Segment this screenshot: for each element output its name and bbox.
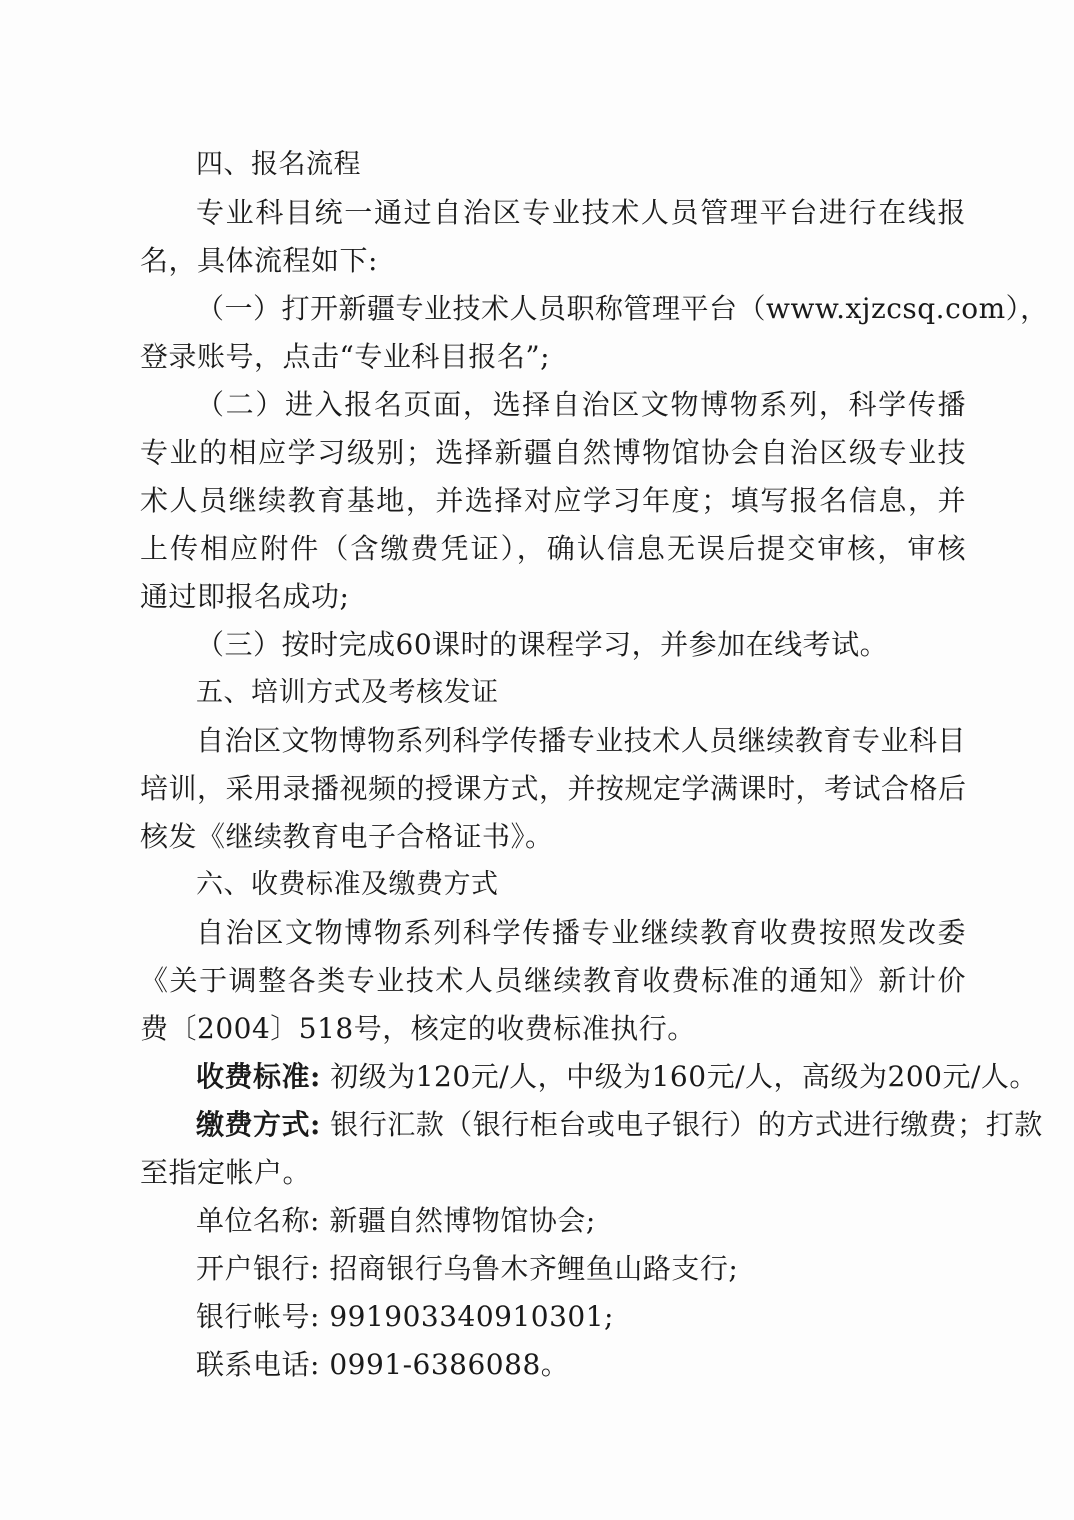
paragraph-line: 至指定帐户。 xyxy=(140,1156,312,1189)
paragraph-line: 登录账号，点击“专业科目报名”; xyxy=(140,340,551,373)
paragraph-line: 《关于调整各类专业技术人员继续教育收费标准的通知》新计价 xyxy=(140,964,966,997)
fee-standard-label: 收费标准: xyxy=(196,1060,321,1093)
document-body xyxy=(140,141,1049,1389)
paragraph-line: 培训，采用录播视频的授课方式，并按规定学满课时，考试合格后 xyxy=(140,772,967,805)
fee-standard-text: 初级为120元/人，中级为160元/人，高级为200元/人。 xyxy=(320,1060,1038,1093)
paragraph-line: 核发《继续教育电子合格证书》。 xyxy=(140,820,554,853)
paragraph-line: 专业科目统一通过自治区专业技术人员管理平台进行在线报 xyxy=(196,196,966,229)
paragraph-line: （三）按时完成60课时的课程学习，并参加在线考试。 xyxy=(196,628,889,661)
paragraph-line: （二）进入报名页面，选择自治区文物博物系列，科学传播 xyxy=(196,388,966,421)
account-line: 银行帐号: 991903340910301; xyxy=(196,1300,614,1333)
paragraph-line: 费〔2004〕518号，核定的收费标准执行。 xyxy=(140,1012,696,1045)
paragraph-line: （一）打开新疆专业技术人员职称管理平台（www.xjzcsq.com）， xyxy=(196,292,1049,325)
paragraph-line: 专业的相应学习级别；选择新疆自然博物馆协会自治区级专业技 xyxy=(140,436,966,469)
payment-method-line xyxy=(140,1101,1043,1149)
paragraph-line: 术人员继续教育基地，并选择对应学习年度；填写报名信息，并 xyxy=(140,484,966,517)
unit-name-line: 单位名称: 新疆自然博物馆协会; xyxy=(196,1204,596,1237)
paragraph-line: 通过即报名成功; xyxy=(140,580,350,613)
section-heading-registration: 四、报名流程 xyxy=(196,149,361,180)
paragraph-line: 自治区文物博物系列科学传播专业技术人员继续教育专业科目 xyxy=(196,724,966,757)
paragraph-line: 名，具体流程如下: xyxy=(140,244,378,277)
payment-method-label: 缴费方式: xyxy=(196,1108,321,1141)
fee-standard-line xyxy=(140,1053,1038,1101)
phone-line: 联系电话: 0991-6386088。 xyxy=(196,1348,570,1381)
paragraph-line: 自治区文物博物系列科学传播专业继续教育收费按照发改委 xyxy=(196,916,966,949)
section-heading-training: 五、培训方式及考核发证 xyxy=(196,677,499,708)
payment-method-text: 银行汇款（银行柜台或电子银行）的方式进行缴费；打款 xyxy=(320,1108,1043,1141)
paragraph-line: 上传相应附件（含缴费凭证），确认信息无误后提交审核，审核 xyxy=(140,532,966,565)
section-heading-fees: 六、收费标准及缴费方式 xyxy=(196,869,499,900)
bank-line: 开户银行: 招商银行乌鲁木齐鲤鱼山路支行; xyxy=(196,1252,739,1285)
